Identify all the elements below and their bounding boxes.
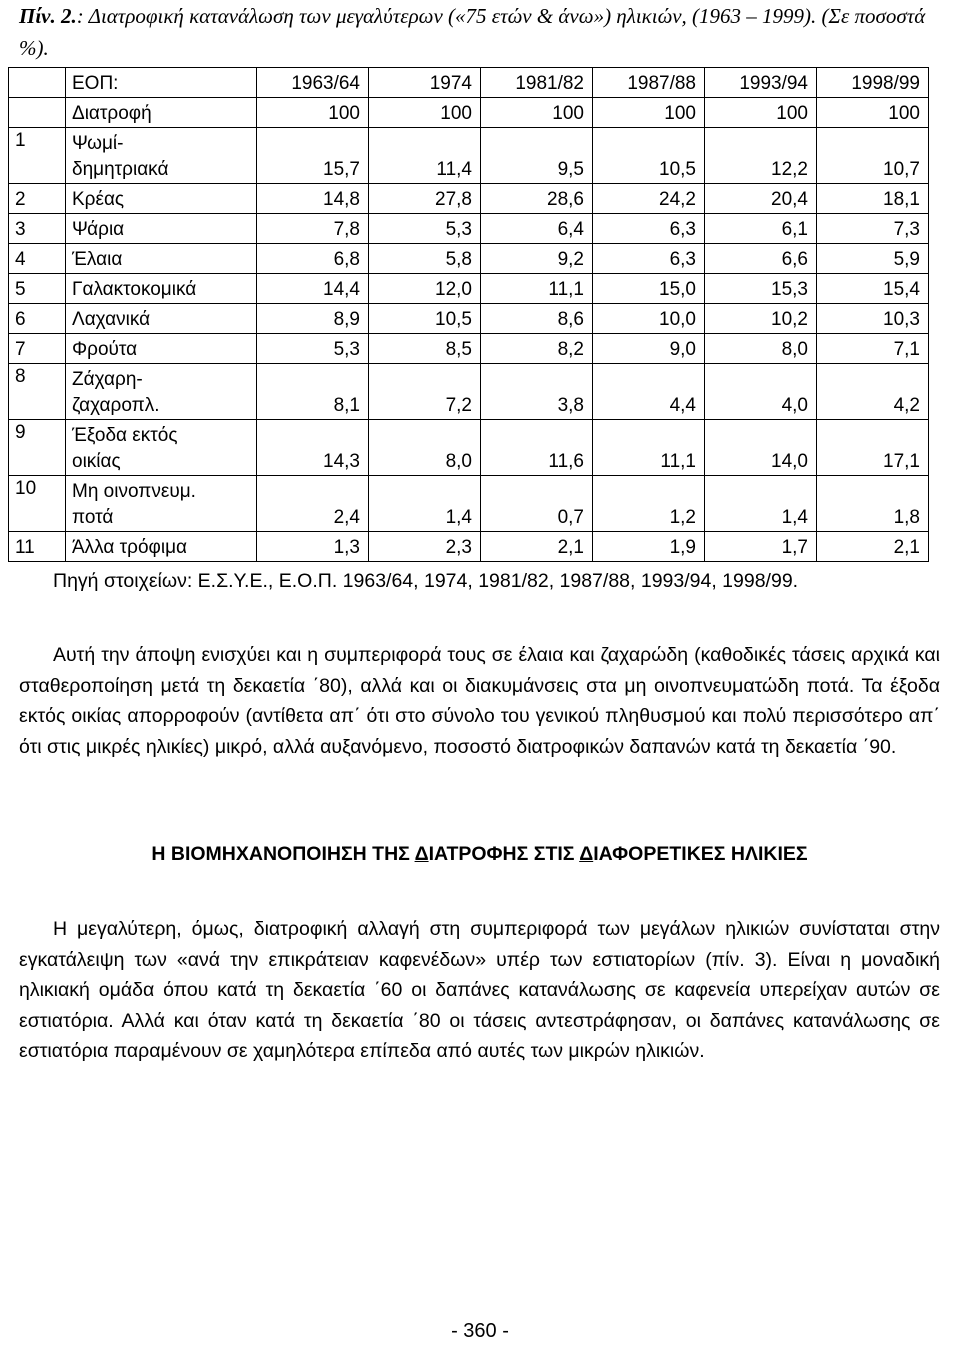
year-header: 1987/88 [593, 68, 705, 98]
row-value: 12,2 [705, 128, 817, 184]
row-value: 27,8 [369, 184, 481, 214]
row-value: 9,2 [481, 244, 593, 274]
row-value: 6,3 [593, 214, 705, 244]
row-value: 12,0 [369, 274, 481, 304]
heading-underlined-1: Δ [414, 843, 429, 865]
table-row [9, 128, 929, 184]
row-value: 20,4 [705, 184, 817, 214]
row-label: Ψάρια [66, 214, 257, 244]
row-value: 9,5 [481, 128, 593, 184]
row-value: 7,8 [257, 214, 369, 244]
row-value: 15,3 [705, 274, 817, 304]
table-row [9, 476, 929, 532]
row-label [66, 128, 257, 184]
row-value: 1,4 [369, 476, 481, 532]
row-label: Φρούτα [66, 334, 257, 364]
row-value: 1,9 [593, 532, 705, 562]
row-value: 8,9 [257, 304, 369, 334]
row-label-line1: Έξοδα εκτός [72, 425, 178, 446]
row-value: 8,5 [369, 334, 481, 364]
row-value: 11,1 [593, 420, 705, 476]
year-header: 1981/82 [481, 68, 593, 98]
row-value: 5,3 [369, 214, 481, 244]
total-value: 100 [369, 98, 481, 128]
table-header-row [9, 68, 929, 98]
heading-underlined-2: Δ [579, 843, 594, 865]
total-index-cell [9, 98, 66, 128]
row-index: 6 [9, 304, 66, 334]
heading-part-3: ΙΑΦΟΡΕΤΙΚΕΣ ΗΛΙΚΙΕΣ [593, 843, 808, 865]
row-value: 8,0 [369, 420, 481, 476]
caption-label: Πίν. 2. [19, 4, 77, 28]
row-label: Άλλα τρόφιμα [66, 532, 257, 562]
row-index: 2 [9, 184, 66, 214]
section-heading [19, 838, 940, 871]
table-row [9, 304, 929, 334]
row-value: 14,8 [257, 184, 369, 214]
row-value: 5,3 [257, 334, 369, 364]
row-value: 14,4 [257, 274, 369, 304]
row-value: 5,8 [369, 244, 481, 274]
row-value: 28,6 [481, 184, 593, 214]
year-header: 1974 [369, 68, 481, 98]
row-value: 7,1 [817, 334, 929, 364]
row-value: 15,0 [593, 274, 705, 304]
row-label: Λαχανικά [66, 304, 257, 334]
table-row [9, 334, 929, 364]
heading-part-1: Η ΒΙΟΜΗΧΑΝΟΠΟΙΗΣΗ ΤΗΣ [151, 843, 415, 865]
row-value: 6,8 [257, 244, 369, 274]
row-value: 6,4 [481, 214, 593, 244]
row-label [66, 476, 257, 532]
row-value: 15,4 [817, 274, 929, 304]
paragraph-2: Η μεγαλύτερη, όμως, διατροφική αλλαγή στη συμπεριφορά των μεγάλων ηλικιών συνίσταται στην εγκατάλειψη των «ανά την επικράτειαν καφενέδων» υπέρ των εστιατορίων (πίν. 3). Είναι η μοναδική ηλικιακή ομάδα όπου κατά τη δεκαετία ΄60 οι δαπάνες κατανάλωσης σε καφενεία υπερείχαν αυτών σε εστιατόρια. Αλλά και όταν κατά τη δεκαετία ΄80 οι τάσεις αντεστράφησαν, οι δαπάνες κατανάλωσης σε εστιατόρια παραμένουν σε χαμηλότερα επίπεδα από αυτές των μικρών ηλικιών. [19, 918, 940, 1062]
row-value: 4,4 [593, 364, 705, 420]
row-index: 1 [9, 128, 66, 184]
row-value: 5,9 [817, 244, 929, 274]
row-value: 4,0 [705, 364, 817, 420]
table-row [9, 364, 929, 420]
row-value: 17,1 [817, 420, 929, 476]
table-row [9, 274, 929, 304]
row-label-line1: Ζάχαρη- [72, 369, 143, 390]
row-value: 10,0 [593, 304, 705, 334]
row-label-line2: ποτά [72, 507, 114, 528]
table-row [9, 420, 929, 476]
row-value: 4,2 [817, 364, 929, 420]
caption-text: : Διατροφική κατανάλωση των μεγαλύτερων («75 ετών & άνω») ηλικιών, (1963 – 1999). (Σε ποσοστά %). [19, 4, 926, 60]
row-label: Έλαια [66, 244, 257, 274]
year-header: 1993/94 [705, 68, 817, 98]
row-value: 10,2 [705, 304, 817, 334]
page-number: - 360 - [451, 1320, 509, 1342]
table-row [9, 184, 929, 214]
row-value: 11,6 [481, 420, 593, 476]
row-index: 9 [9, 420, 66, 476]
row-value: 10,5 [369, 304, 481, 334]
row-value: 1,3 [257, 532, 369, 562]
total-label: Διατροφή [66, 98, 257, 128]
row-value: 0,7 [481, 476, 593, 532]
row-value: 10,7 [817, 128, 929, 184]
row-value: 14,0 [705, 420, 817, 476]
row-index: 3 [9, 214, 66, 244]
row-value: 10,5 [593, 128, 705, 184]
row-label-line2: ζαχαροπλ. [72, 395, 160, 416]
row-label: Κρέας [66, 184, 257, 214]
row-value: 6,6 [705, 244, 817, 274]
nutrition-table [8, 67, 929, 562]
row-value: 1,8 [817, 476, 929, 532]
row-value: 6,1 [705, 214, 817, 244]
row-value: 3,8 [481, 364, 593, 420]
row-index: 8 [9, 364, 66, 420]
row-value: 8,2 [481, 334, 593, 364]
header-label: ΕΟΠ: [66, 68, 257, 98]
row-value: 2,4 [257, 476, 369, 532]
row-value: 24,2 [593, 184, 705, 214]
row-label [66, 420, 257, 476]
row-value: 14,3 [257, 420, 369, 476]
row-index: 4 [9, 244, 66, 274]
row-label [66, 364, 257, 420]
row-value: 9,0 [593, 334, 705, 364]
row-index: 11 [9, 532, 66, 562]
row-value: 1,7 [705, 532, 817, 562]
row-index: 5 [9, 274, 66, 304]
row-value: 8,0 [705, 334, 817, 364]
row-value: 2,1 [481, 532, 593, 562]
row-value: 11,4 [369, 128, 481, 184]
row-value: 2,3 [369, 532, 481, 562]
year-header: 1963/64 [257, 68, 369, 98]
row-value: 1,2 [593, 476, 705, 532]
table-row [9, 532, 929, 562]
header-index-cell [9, 68, 66, 98]
row-value: 8,6 [481, 304, 593, 334]
total-value: 100 [593, 98, 705, 128]
year-header: 1998/99 [817, 68, 929, 98]
total-value: 100 [705, 98, 817, 128]
total-value: 100 [481, 98, 593, 128]
row-index: 10 [9, 476, 66, 532]
row-value: 10,3 [817, 304, 929, 334]
row-label-line2: δημητριακά [72, 159, 169, 180]
source-note: Πηγή στοιχείων: Ε.Σ.Υ.Ε., Ε.Ο.Π. 1963/64, 1974, 1981/82, 1987/88, 1993/94, 1998/99. [53, 570, 799, 592]
row-value: 7,2 [369, 364, 481, 420]
paragraph-1: Αυτή την άποψη ενισχύει και η συμπεριφορά τους σε έλαια και ζαχαρώδη (καθοδικές τάσεις αρχικά και σταθεροποίηση μετά τη δεκαετία ΄80), αλλά και οι διακυμάνσεις στα μη οινοπνευματώδη ποτά. Τα έξοδα εκτός οικίας απορροφούν (αντίθετα απ΄ ότι στο σύνολο του γενικού πληθυσμού και πολύ περισσότερο απ΄ ότι στις μικρές ηλικίες) μικρό, αλλά αυξανόμενο, ποσοστό διατροφικών δαπανών κατά τη δεκαετία ΄90. [19, 644, 940, 758]
total-value: 100 [257, 98, 369, 128]
row-value: 2,1 [817, 532, 929, 562]
row-label: Γαλακτοκομικά [66, 274, 257, 304]
row-value: 1,4 [705, 476, 817, 532]
heading-part-2: ΙΑΤΡΟΦΗΣ ΣΤΙΣ [428, 843, 580, 865]
table-total-row [9, 98, 929, 128]
total-value: 100 [817, 98, 929, 128]
row-value: 8,1 [257, 364, 369, 420]
row-label-line1: Μη οινοπνευμ. [72, 481, 196, 502]
row-index: 7 [9, 334, 66, 364]
row-value: 11,1 [481, 274, 593, 304]
row-label-line1: Ψωμί- [72, 133, 124, 154]
table-caption [19, 0, 949, 64]
row-value: 6,3 [593, 244, 705, 274]
row-label-line2: οικίας [72, 451, 121, 472]
table-row [9, 214, 929, 244]
row-value: 7,3 [817, 214, 929, 244]
row-value: 18,1 [817, 184, 929, 214]
row-value: 15,7 [257, 128, 369, 184]
table-row [9, 244, 929, 274]
